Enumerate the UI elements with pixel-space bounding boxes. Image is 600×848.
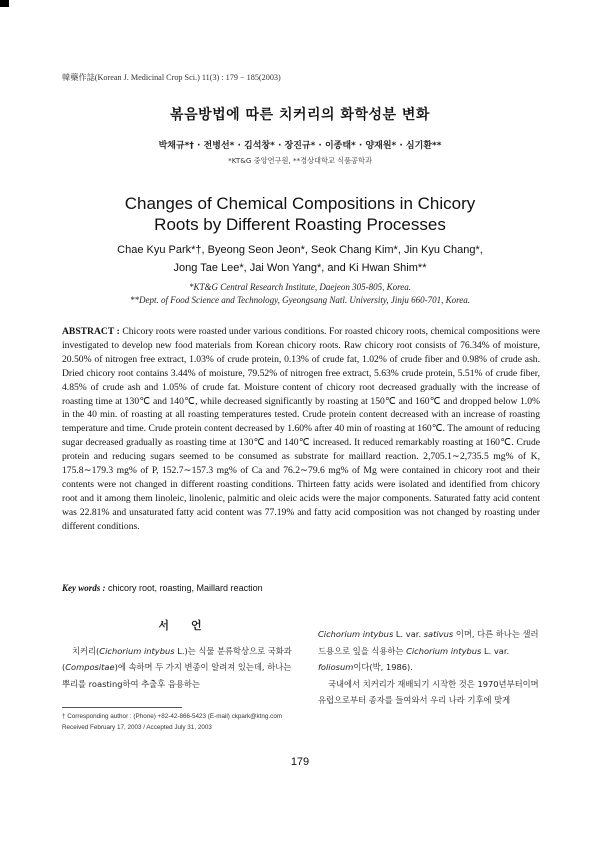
korean-authors: 박채규*† · 전병선* · 김석창* · 장진규* · 이종태* · 양재원* · 심기환** xyxy=(158,141,442,151)
footnote-divider xyxy=(62,707,182,708)
page-number: 179 xyxy=(290,756,310,768)
abstract-text: Chicory roots were roasted under various conditions. For roasted chicory roots, chemical compositions were investigated to develop new food materials from Korean chicory roots. Raw chicory root consists of 76.34% of moisture, 20.50% of nitrogen free extract, 1.03% of crude protein, 0.13% of crude fat, 1.02% of crude fiber and 0.98% of crude ash. Dried chicory root contains 3.44% of moisture, 79.52% of nitrogen free extract, 5.63% crude protein, 5.51% of crude fiber, 4.85% of crude ash and 1.05% of crude fat. Moisture content of chicory root decreased gradually with the increase of roasting time at 130℃ and 140℃, while decreased significantly by roasting at 150℃ and 160℃ and dropped below 1.0% in the 40 min. of roasting at all roasting temperatures tested. Crude protein content decreased with an increase of roasting temperature and time. Crude protein content decreased by 1.60% after 40 min of roasting at 160℃. The amount of reducing sugar decreased gradually as roasting time at 130℃ and 140℃ increased. It reduced remarkably roasting at 160℃. Crude protein and reducing sugars seemed to be consumed as substrate for maillard reaction. 2,705.1∼2,735.5 mg% of K, 175.8∼179.3 mg% of P, 152.7∼157.3 mg% of Ca and 76.2∼79.6 mg% of Mg were contained in chicory root and their contents were not changed in different roasting conditions. Thirteen fatty acids were isolated and identified from chicory root and it among them linoleic, linolenic, palmitic and oleic acids were the major components. Saturated fatty acid content was 22.81% and unsaturated fatty acid content was 77.19% and fatty acid composition was not changed by roasting under different conditions. xyxy=(62,326,541,532)
right-column xyxy=(318,626,542,709)
abstract-label: ABSTRACT : xyxy=(62,326,120,337)
english-affiliation-1: *KT&G Central Research Institute, Daejeon 305-805, Korea. xyxy=(188,282,412,292)
korean-affiliation: *KT&G 중앙연구원, **경상대학교 식품공학과 xyxy=(228,156,372,165)
english-affiliation-2: **Dept. of Food Science and Technology, Gyeongsang Natl. University, Jinju 660-701, Korea. xyxy=(129,295,471,305)
korean-title: 볶음방법에 따른 치커리의 화학성분 변화 xyxy=(170,107,430,123)
abstract xyxy=(62,325,540,534)
intro-paragraph-1-continued: Cichorium intybus L. var. sativus 이며, 다른 하나는 샐러드용으로 잎을 식용하는 Cichorium intybus L. var. foliosum이다(박, 1986). xyxy=(318,629,539,672)
english-authors-line-2: Jong Tae Lee*, Jai Won Yang*, and Ki Hwan Shim** xyxy=(173,262,427,274)
english-affiliations xyxy=(0,281,600,307)
english-title xyxy=(0,193,600,235)
intro-paragraph-2: 국내에서 치커리가 재배되기 시작한 것은 1970년부터이며 유럽으로부터 종자를 들여와서 우리 나라 기후에 맞게 xyxy=(318,678,539,705)
keywords-label: Key words : xyxy=(62,583,106,593)
section-title: 서언 xyxy=(158,619,224,632)
keywords-text: chicory root, roasting, Maillard reaction xyxy=(108,583,263,593)
keywords xyxy=(62,583,540,593)
intro-paragraph-1: 치커리(Cichorium intybus L.)는 식물 분류학상으로 국화과(Compositae)에 속하며 두 가지 변종이 알려져 있는데, 하나는 뿌리를 roasting하여 추출후 음용하는 xyxy=(62,645,292,689)
received-accepted-note: Received February 17, 2003 / Accepted July 31, 2003 xyxy=(62,724,212,731)
english-title-line-2: Roots by Different Roasting Processes xyxy=(154,215,446,234)
footnote xyxy=(62,711,362,733)
left-column xyxy=(62,618,298,692)
english-authors xyxy=(0,241,600,277)
english-title-line-1: Changes of Chemical Compositions in Chicory xyxy=(124,194,476,213)
journal-reference: 韓藥作誌(Korean J. Medicinal Crop Sci.) 11(3) : 179 − 185(2003) xyxy=(62,73,281,82)
corner-mark xyxy=(0,0,9,7)
english-authors-line-1: Chae Kyu Park*†, Byeong Seon Jeon*, Seok Chang Kim*, Jin Kyu Chang*, xyxy=(117,244,483,256)
corresponding-author-note: † Corresponding author : (Phone) +82-42-866-5423 (E-mail) ckpark@ktng.com xyxy=(62,713,283,720)
